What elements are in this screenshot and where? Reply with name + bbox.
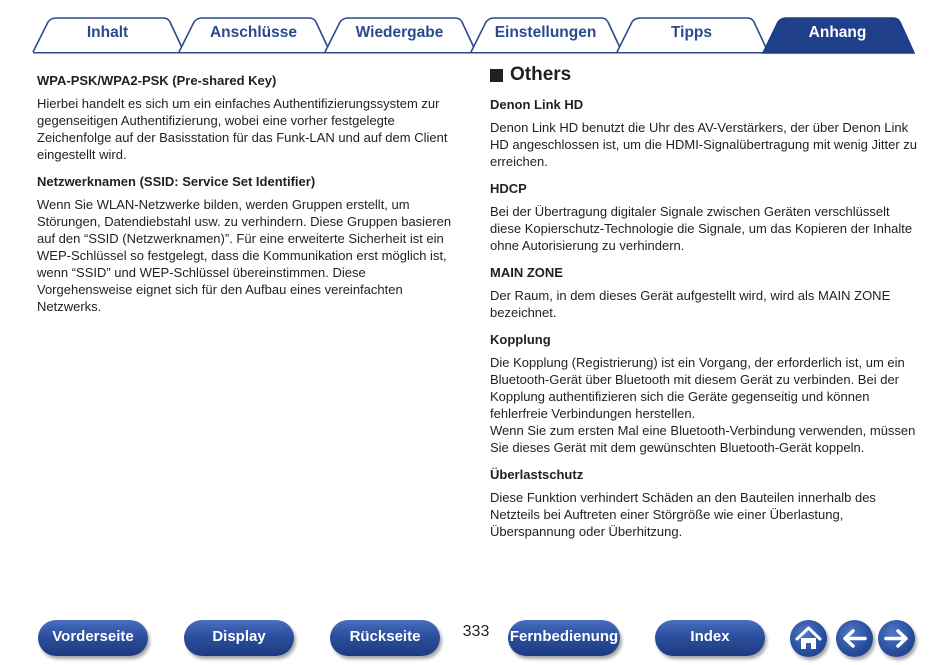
right-column: [490, 63, 922, 550]
fernbedienung-button[interactable]: Fernbedienung: [508, 620, 620, 656]
square-bullet-icon: [490, 69, 503, 82]
section-heading-ssid: Netzwerknamen (SSID: Service Set Identifier): [37, 174, 316, 189]
tab-anhang[interactable]: Anhang: [808, 24, 867, 41]
section-heading-hdcp: HDCP: [490, 181, 527, 196]
display-button[interactable]: Display: [184, 620, 294, 656]
tab-tipps[interactable]: Tipps: [670, 24, 713, 41]
section-text-kopplung: Die Kopplung (Registrierung) ist ein Vorgang, der erforderlich ist, um ein Bluetooth-Gerät über Bluetooth mit diesem Gerät zu verbinden. Bei der Kopplung authentifizieren sich die Geräte gegenseitig und können fehlerfreie Verbindungen herstellen.: [490, 355, 905, 421]
section-heading-kopplung: Kopplung: [490, 332, 551, 347]
section-heading-main-zone: MAIN ZONE: [490, 265, 563, 280]
others-title-text: Others: [510, 64, 572, 85]
section-text-ssid: Wenn Sie WLAN-Netzwerke bilden, werden Gruppen erstellt, um Störungen, Datendiebstahl usw. zu verhindern. Diese Gruppen basieren auf den “SSID (Netzwerknamen)”. Für eine erweiterte Sicherheit ist ein WEP-Schlüssel so festgelegt, dass die Kommunikation erst möglich ist, wenn “SSID” und WEP-Schlüssel übereinstimmen. Diese Vorgehensweise eignet sich für den Aufbau eines vereinfachten Netzwerks.: [37, 197, 452, 314]
back-arrow-icon: [836, 620, 873, 657]
section-heading-denon-link: Denon Link HD: [490, 97, 584, 112]
section-text-hdcp: Bei der Übertragung digitaler Signale zwischen Geräten verschlüsselt diese Kopierschutz-Technologie die Signale, um das Kopieren der Inhalte ohne Autorisierung zu verhindern.: [490, 204, 913, 253]
back-button[interactable]: [836, 620, 873, 657]
left-column: [37, 72, 457, 325]
others-title: [490, 63, 922, 87]
page-number: 333: [462, 623, 490, 640]
section-text-wpa-psk: Hierbei handelt es sich um ein einfaches Authentifizierungssystem zur gegenseitigen Authentifizierung, wobei eine vorher festgelegte Zeichenfolge auf der Basisstation für das Funk-LAN und auf dem Client eingestellt wird.: [37, 96, 448, 162]
tab-anschluesse[interactable]: Anschlüsse: [209, 24, 297, 41]
section-text-main-zone: Der Raum, in dem dieses Gerät aufgestellt wird, wird als MAIN ZONE bezeichnet.: [490, 288, 891, 320]
tab-wiedergabe[interactable]: Wiedergabe: [355, 24, 444, 41]
section-text-ueberlastschutz: Diese Funktion verhindert Schäden an den Bauteilen innerhalb des Netzteils bei Auftreten einer Störgröße wie einer Überlastung, Überspannung oder Überhitzung.: [490, 490, 876, 539]
forward-button[interactable]: [878, 620, 915, 657]
vorderseite-button[interactable]: Vorderseite: [38, 620, 148, 656]
section-text-denon-link: Denon Link HD benutzt die Uhr des AV-Verstärkers, der über Denon Link HD angeschlossen ist, um die HDMI-Signalübertragung mit wenig Jitter zu erreichen.: [490, 120, 918, 169]
section-heading-ueberlastschutz: Überlastschutz: [490, 467, 584, 482]
section-text-kopplung-2: Wenn Sie zum ersten Mal eine Bluetooth-Verbindung verwenden, müssen Sie dieses Gerät mit dem gewünschten Bluetooth-Gerät koppeln.: [490, 423, 916, 455]
home-button[interactable]: [790, 620, 827, 657]
tab-inhalt[interactable]: Inhalt: [86, 24, 129, 41]
tab-einstellungen[interactable]: Einstellungen: [494, 24, 597, 41]
rueckseite-button[interactable]: Rückseite: [330, 620, 440, 656]
index-button[interactable]: Index: [655, 620, 765, 656]
home-icon: [790, 620, 827, 657]
tab-bar: [0, 0, 950, 56]
section-heading-wpa-psk: WPA-PSK/WPA2-PSK (Pre-shared Key): [37, 73, 277, 88]
forward-arrow-icon: [878, 620, 915, 657]
